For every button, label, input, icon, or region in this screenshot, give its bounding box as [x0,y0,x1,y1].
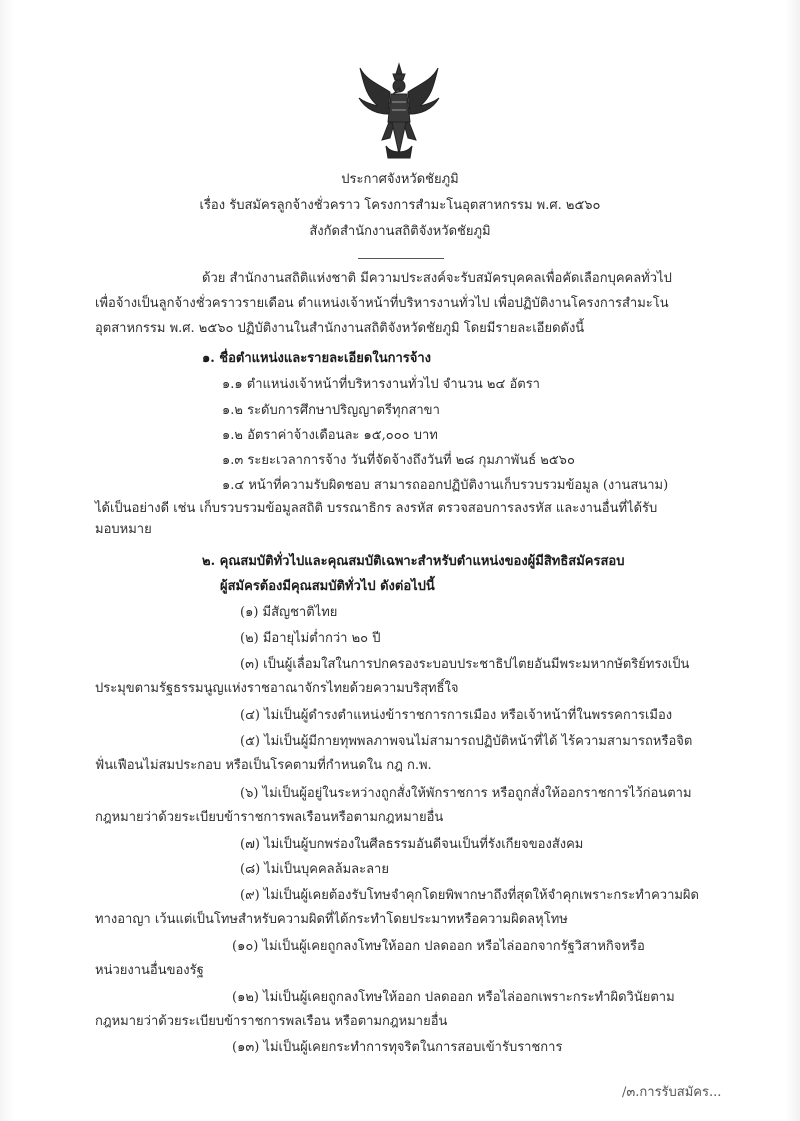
announcement-title [0,168,800,189]
garuda-emblem-icon [356,62,442,162]
intro-line: เพื่อจ้างเป็นลูกจ้างชั่วคราวรายเดือน ตำแหน่งเจ้าหน้าที่บริหารงานทั่วไป เพื่อปฏิบัติงานโครงการสำมะโน [95,296,669,311]
qualification-item: (๔) ไม่เป็นผู้ดำรงตำแหน่งข้าราชการการเมือง หรือเจ้าหน้าที่ในพรรคการเมือง [240,708,673,723]
section1-item-continuation: มอบหมาย [95,522,152,537]
section2-subheading: ผู้สมัครต้องมีคุณสมบัติทั่วไป ดังต่อไปนี้ [220,579,435,594]
qualification-item-continuation: ประมุขตามรัฐธรรมนูญแห่งราชอาณาจักรไทยด้วยความบริสุทธิ์ใจ [95,681,459,696]
qualification-item: (๑๓) ไม่เป็นผู้เคยกระทำการทุจริตในการสอบเข้ารับราชการ [232,1040,563,1055]
qualification-item-continuation: ฟั่นเฟือนไม่สมประกอบ หรือเป็นโรคตามที่กำหนดใน กฎ ก.พ. [95,758,432,773]
page-continuation: /๓.การรับสมัคร... [622,1085,722,1100]
heading-text: ประกาศจังหวัดชัยภูมิ [341,172,459,187]
qualification-item: (๗) ไม่เป็นผู้บกพร่องในศีลธรรมอันดีจนเป็นที่รังเกียจของสังคม [240,837,584,852]
qualification-item: (๑๐) ไม่เป็นผู้เคยถูกลงโทษให้ออก ปลดออก หรือไล่ออกจากรัฐวิสาหกิจหรือ [232,939,645,954]
section1-heading: ๑. ชื่อตำแหน่งและรายละเอียดในการจ้าง [202,351,431,366]
qualification-item: (๙) ไม่เป็นผู้เคยต้องรับโทษจำคุกโดยพิพากษาถึงที่สุดให้จำคุกเพราะกระทำความผิด [240,888,699,903]
section1-item-continuation: ได้เป็นอย่างดี เช่น เก็บรวบรวมข้อมูลสถิติ บรรณาธิกร ลงรหัส ตรวจสอบการลงรหัส และงานอื่นที่ได้รับ [95,501,658,516]
qualification-item-continuation: กฎหมายว่าด้วยระเบียบข้าราชการพลเรือนหรือตามกฎหมายอื่น [95,810,444,825]
qualification-item: (๑๒) ไม่เป็นผู้เคยถูกลงโทษให้ออก ปลดออก หรือไล่ออกเพราะกระทำผิดวินัยตาม [232,990,675,1005]
title-divider [358,258,444,259]
section1-item: ๑.๔ หน้าที่ความรับผิดชอบ สามารถออกปฏิบัติงานเก็บรวบรวมข้อมูล (งานสนาม) [222,478,669,493]
heading-text: เรื่อง รับสมัครลูกจ้างชั่วคราว โครงการสำมะโนอุตสาหกรรม พ.ศ. ๒๕๖๐ [199,198,601,213]
section1-item: ๑.๒ อัตราค่าจ้างเดือนละ ๑๕,๐๐๐ บาท [222,428,438,443]
qualification-item-continuation: กฎหมายว่าด้วยระเบียบข้าราชการพลเรือน หรือตามกฎหมายอื่น [95,1014,448,1029]
section1-item: ๑.๒ ระดับการศึกษาปริญญาตรีทุกสาขา [222,403,440,418]
qualification-item-continuation: หน่วยงานอื่นของรัฐ [95,963,204,978]
qualification-item: (๖) ไม่เป็นผู้อยู่ในระหว่างถูกสั่งให้พักราชการ หรือถูกสั่งให้ออกราชการไว้ก่อนตาม [240,786,692,801]
intro-line: ด้วย สำนักงานสถิติแห่งชาติ มีความประสงค์จะรับสมัครบุคคลเพื่อคัดเลือกบุคคลทั่วไป [202,271,672,286]
section1-item: ๑.๓ ระยะเวลาการจ้าง วันที่จัดจ้างถึงวันที่ ๒๘ กุมภาพันธ์ ๒๕๖๐ [222,453,575,468]
qualification-item: (๘) ไม่เป็นบุคคลล้มละลาย [240,862,389,877]
heading-text: สังกัดสำนักงานสถิติจังหวัดชัยภูมิ [309,224,491,239]
qualification-item-continuation: ทางอาญา เว้นแต่เป็นโทษสำหรับความผิดที่ได้กระทำโดยประมาทหรือความผิดลหุโทษ [95,912,568,927]
qualification-item: (๑) มีสัญชาติไทย [240,605,338,620]
announcement-subject [0,194,800,215]
section1-item: ๑.๑ ตำแหน่งเจ้าหน้าที่บริหารงานทั่วไป จำนวน ๒๔ อัตรา [222,377,540,392]
announcement-affiliation [0,220,800,241]
qualification-item: (๓) เป็นผู้เลื่อมใสในการปกครองระบอบประชาธิปไตยอันมีพระมหากษัตริย์ทรงเป็น [240,657,690,672]
intro-line: อุตสาหกรรม พ.ศ. ๒๕๖๐ ปฏิบัติงานในสำนักงานสถิติจังหวัดชัยภูมิ โดยมีรายละเอียดดังนี้ [95,321,585,336]
qualification-item: (๕) ไม่เป็นผู้มีกายทุพพลภาพจนไม่สามารถปฏิบัติหน้าที่ได้ ไร้ความสามารถหรือจิต [240,734,693,749]
qualification-item: (๒) มีอายุไม่ต่ำกว่า ๒๐ ปี [240,631,381,646]
section2-heading: ๒. คุณสมบัติทั่วไปและคุณสมบัติเฉพาะสำหรับตำแหน่งของผู้มีสิทธิสมัครสอบ [202,554,625,569]
